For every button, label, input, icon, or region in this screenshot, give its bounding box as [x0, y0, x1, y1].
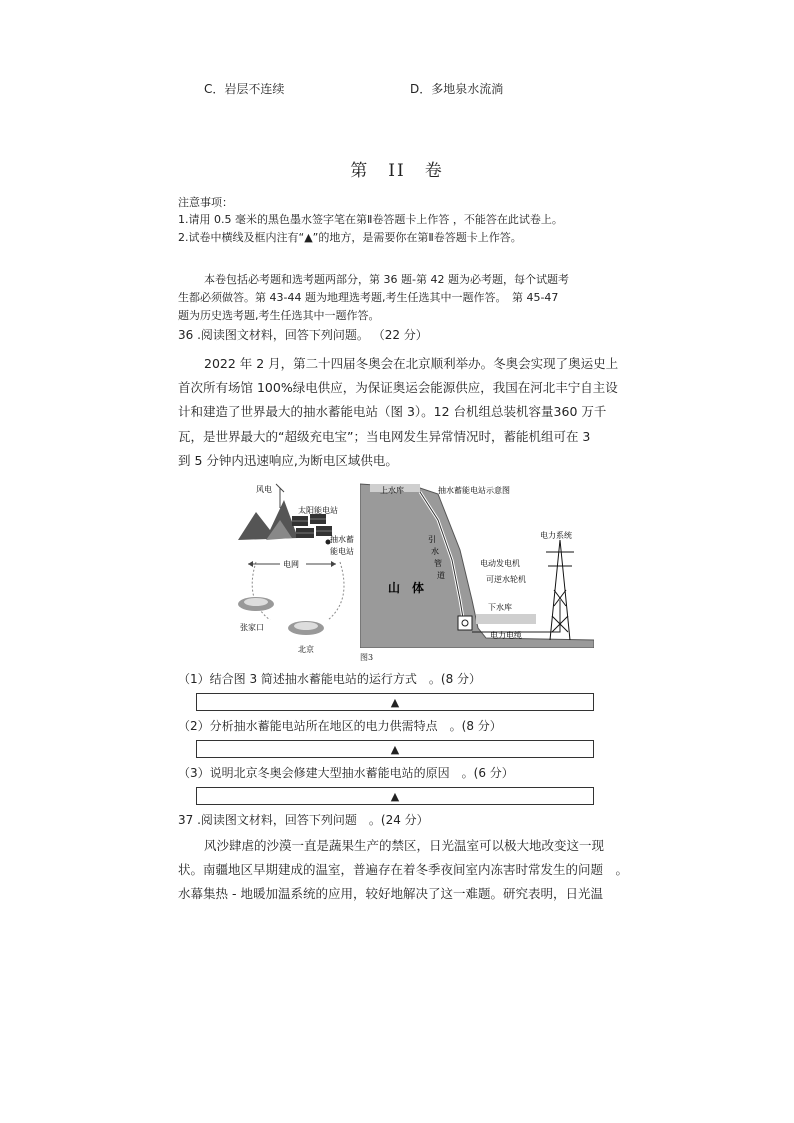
figure-caption: 图3	[360, 653, 374, 662]
notice-line-2: 2.试卷中横线及框内注有“▲”的地方，是需要你在第Ⅱ卷答题卡上作答。	[178, 231, 522, 244]
label-lower-reservoir: 下水库	[488, 603, 512, 612]
label-pipe-1: 引	[428, 535, 436, 544]
label-motor-generator: 电动发电机	[480, 559, 520, 568]
q36-para-4: 瓦，是世界最大的“超级充电宝”；当电网发生异常情况时，蓄能机组可在 3	[178, 429, 591, 444]
label-pipe-4: 道	[437, 571, 445, 580]
q37-para-2: 状。南疆地区早期建成的温室，普遍存在着冬季夜间室内冻害时常发生的问题 。	[178, 862, 629, 877]
label-pipe-3: 管	[434, 559, 442, 568]
label-reversible-turbine: 可逆水轮机	[486, 575, 526, 584]
label-wind-power: 风电	[256, 485, 272, 494]
answer-mark: ▲	[390, 790, 400, 803]
option-d: D．多地泉水流淌	[410, 82, 504, 96]
answer-box-2[interactable]	[196, 740, 594, 758]
notice-heading: 注意事项：	[178, 196, 233, 209]
label-power-grid: 电网	[283, 560, 299, 569]
q36-header: 36 .阅读图文材料，回答下列问题。 （22 分）	[178, 328, 428, 342]
label-power-cable: 电力电缆	[490, 631, 522, 640]
label-pump-storage-1: 抽水蓄	[330, 535, 354, 544]
label-upper-reservoir: 上水库	[380, 486, 404, 495]
option-c: C．岩层不连续	[204, 82, 285, 96]
label-pipe-2: 水	[431, 547, 439, 556]
intro-line-3: 题为历史选考题,考生任选其中一题作答。	[178, 309, 380, 322]
intro-line-2: 生都必须做答。第 43-44 题为地理选考题,考生任选其中一题作答。 第 45-47	[178, 291, 559, 304]
label-diagram-title: 抽水蓄能电站示意图	[438, 486, 510, 495]
volume-title: 第 II 卷	[350, 161, 444, 181]
q36-para-5: 到 5 分钟内迅速响应,为断电区域供电。	[178, 453, 398, 468]
answer-mark: ▲	[390, 743, 400, 756]
schematic-illustration	[236, 480, 360, 662]
answer-mark: ▲	[390, 696, 400, 709]
intro-line-1: 本卷包括必考题和选考题两部分，第 36 题-第 42 题为必考题，每个试题考	[204, 273, 569, 286]
q37-para-1: 风沙肆虐的沙漠一直是蔬果生产的禁区，日光温室可以极大地改变这一现	[204, 838, 605, 853]
q37-para-3: 水幕集热 - 地暖加温系统的应用，较好地解决了这一难题。研究表明，日光温	[178, 886, 603, 901]
pumped-storage-diagram	[360, 480, 594, 648]
label-beijing: 北京	[298, 645, 314, 654]
answer-box-1[interactable]	[196, 693, 594, 711]
q36-sub-2: （2）分析抽水蓄能电站所在地区的电力供需特点 。(8 分）	[178, 719, 502, 733]
label-pump-storage-2: 能电站	[330, 547, 354, 556]
figure-right-cross-section	[360, 480, 594, 648]
label-zhangjiakou: 张家口	[240, 623, 264, 632]
figure-left-schematic	[236, 480, 360, 662]
q36-sub-3: （3）说明北京冬奥会修建大型抽水蓄能电站的原因 。(6 分）	[178, 766, 514, 780]
q36-sub-1: （1）结合图 3 简述抽水蓄能电站的运行方式 。(8 分）	[178, 672, 482, 686]
answer-box-3[interactable]	[196, 787, 594, 805]
notice-line-1: 1.请用 0.5 毫米的黑色墨水签字笔在第Ⅱ卷答题卡上作答 ，不能答在此试卷上。	[178, 213, 563, 226]
q36-para-3: 计和建造了世界最大的抽水蓄能电站（图 3）。12 台机组总装机容量360 万千	[178, 404, 607, 419]
q36-para-2: 首次所有场馆 100%绿电供应，为保证奥运会能源供应，我国在河北丰宁自主设	[178, 380, 618, 395]
label-mountain-body: 山 体	[388, 581, 425, 595]
q36-para-1: 2022 年 2 月，第二十四届冬奥会在北京顺利举办。冬奥会实现了奥运史上	[204, 356, 619, 371]
label-solar-station: 太阳能电站	[298, 506, 338, 515]
label-power-system: 电力系统	[540, 531, 572, 540]
q37-header: 37 .阅读图文材料，回答下列问题 。(24 分）	[178, 813, 429, 827]
